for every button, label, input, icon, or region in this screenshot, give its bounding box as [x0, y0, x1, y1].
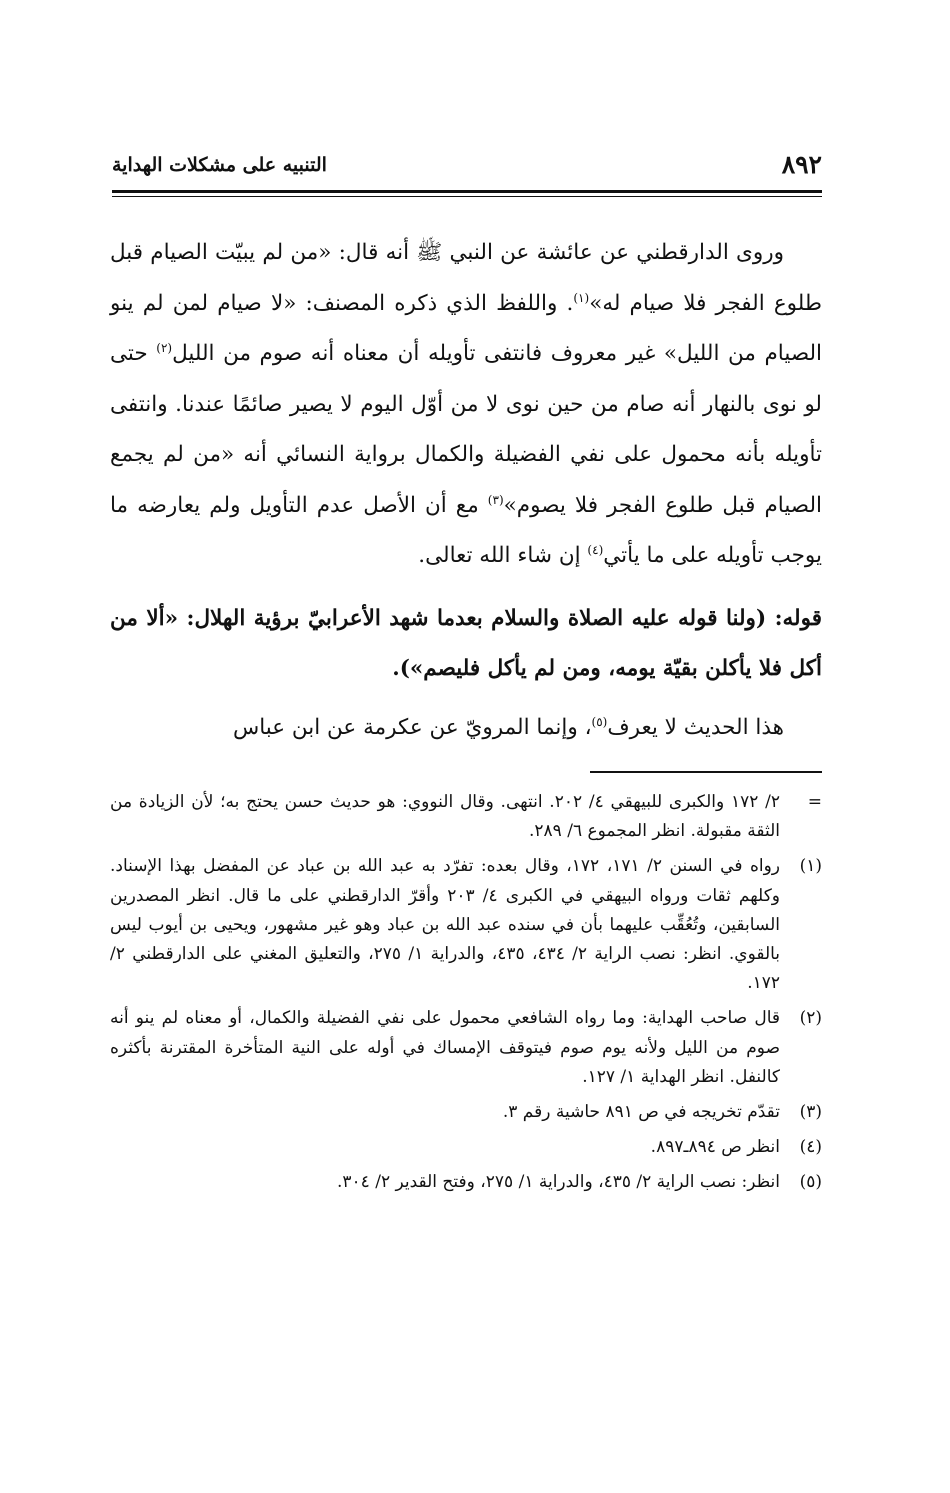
paragraph-narration	[110, 228, 822, 582]
footnote-separator	[590, 771, 822, 773]
text-run: حتى لو نوى بالنهار أنه صام من حين نوى لا من أوّل اليوم لا يصير صائمًا عندنا. وانتفى تأويله بأنه محمول على نفي الفضيلة والكمال برواية النسائي أنه «من لم يجمع الصيام قبل طلوع الفجر فلا يصوم»	[110, 341, 822, 518]
header-rule-thin	[112, 196, 822, 197]
footnote	[110, 1133, 822, 1162]
footnote-text: انظر ص ٨٩٤ـ٨٩٧.	[650, 1137, 780, 1158]
text-run: إن شاء الله تعالى.	[418, 543, 588, 568]
footnote-ref: (٤)	[587, 542, 604, 557]
text-run: مع أن الأصل عدم التأويل ولم يعارضه ما يوجب تأويله على ما يأتي	[110, 492, 822, 568]
footnote-ref: (٣)	[487, 492, 504, 507]
page-number: ٨٩٢	[781, 150, 822, 179]
footnote-text: رواه في السنن ٢/ ١٧١، ١٧٢، وقال بعده: تفرّد به عبد الله بن عباد عن المفضل بهذا الإسناد. وكلهم ثقات ورواه البيهقي في الكبرى ٤/ ٢٠٣ وأقرّ الدارقطني على ما قال. انظر المصدرين السابقين، وتُعُقِّب عليهما بأن في سنده عبد الله بن عباد وهو غير مشهور، ويحيى بن أيوب ليس بالقوي. انظر: نصب الراية ٢/ ٤٣٤، ٤٣٥، والدراية ١/ ٢٧٥، والتعليق المغني على الدارقطني ٢/ ١٧٢.	[110, 856, 781, 994]
footnote-marker: (١)	[799, 856, 822, 877]
footnote	[110, 788, 822, 846]
text-run: وروى الدارقطني عن عائشة عن النبي ﷺ أنه قال: «من لم يبيّت الصيام قبل طلوع الفجر فلا صيام له»	[110, 240, 822, 316]
footnote-ref: (٥)	[591, 714, 608, 729]
text-run: ، وإنما المرويّ عن عكرمة عن ابن عباس	[232, 714, 592, 740]
footnote-text: ٢/ ١٧٢ والكبرى للبيهقي ٤/ ٢٠٢. انتهى. وقال النووي: هو حديث حسن يحتج به؛ لأن الزيادة من الثقة مقبولة. انظر المجموع ٦/ ٢٨٩.	[110, 792, 780, 842]
quoted-statement: قوله: (ولنا قوله عليه الصلاة والسلام بعدما شهد الأعرابيّ برؤية الهلال: «ألا من أكل فلا يأكلن بقيّة يومه، ومن لم يأكل فليصم»).	[110, 605, 822, 681]
footnote-marker: =	[807, 792, 822, 812]
footnote-marker: (٢)	[799, 1008, 822, 1029]
main-text	[110, 228, 822, 753]
footnote-text: تقدّم تخريجه في ص ٨٩١ حاشية رقم ٣.	[502, 1102, 780, 1123]
text-run: هذا الحديث لا يعرف	[607, 714, 784, 740]
footnote	[110, 1098, 822, 1127]
footnote-marker: (٣)	[799, 1102, 822, 1123]
footnote-marker: (٤)	[799, 1137, 822, 1158]
footnote-text: انظر: نصب الراية ٢/ ٤٣٥، والدراية ١/ ٢٧٥، وفتح القدير ٢/ ٣٠٤.	[336, 1172, 780, 1193]
footnote	[110, 852, 822, 998]
running-header	[112, 148, 822, 190]
footnote	[110, 1004, 822, 1092]
footnote	[110, 1168, 822, 1197]
paragraph-commentary	[110, 703, 822, 754]
text-run: . واللفظ الذي ذكره المصنف: «لا صيام لمن لم ينو الصيام من الليل» غير معروف فانتفى تأويله أن معناه أنه صوم من الليل	[110, 290, 822, 366]
header-rule-thick	[112, 190, 822, 193]
footnotes	[110, 788, 822, 1204]
footnote-text: قال صاحب الهداية: وما رواه الشافعي محمول على نفي الفضيلة والكمال، أو معناه لم ينو أنه صوم من الليل ولأنه يوم صوم فيتوقف الإمساك في أوله على النية المتأخرة المقترنة بأكثره كالنفل. انظر الهداية ١/ ١٢٧.	[110, 1008, 780, 1087]
footnote-ref: (١)	[573, 290, 590, 305]
book-title: التنبيه على مشكلات الهداية	[112, 154, 327, 176]
footnote-ref: (٢)	[156, 340, 173, 355]
footnote-marker: (٥)	[799, 1172, 822, 1193]
